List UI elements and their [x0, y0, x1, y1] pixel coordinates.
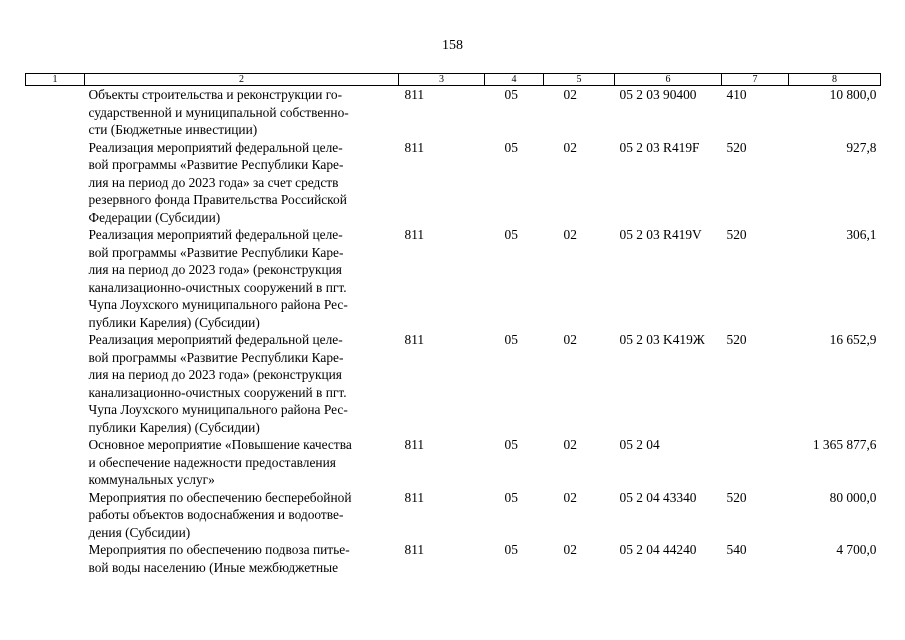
- expense-type-cell: 410: [726, 87, 747, 102]
- row-name-line: дения (Субсидии): [88, 524, 191, 540]
- subsection-cell: 02: [563, 87, 577, 102]
- row-name-line: вой программы «Развитие Республики Каре-: [88, 244, 344, 260]
- expense-type-cell: 520: [726, 227, 747, 242]
- row-name-cell: [85, 226, 399, 331]
- expense-type-cell: 520: [726, 139, 747, 155]
- code-cell: 811: [404, 437, 425, 452]
- budget-table: [25, 73, 881, 576]
- row-col1-cell: [26, 489, 85, 542]
- table-header: [26, 74, 881, 86]
- row-name-line: Основное мероприятие «Повышение качества: [88, 437, 352, 452]
- column-header-4: 4: [485, 74, 544, 86]
- target-article-cell: 05 2 04: [619, 437, 660, 452]
- section-cell: 05: [504, 489, 518, 505]
- row-col1-cell: [26, 331, 85, 436]
- row-name-line: коммунальных услуг»: [88, 472, 215, 487]
- expense-type-cell: 520: [726, 489, 747, 505]
- row-name-line: Мероприятия по обеспечению бесперебойной: [88, 489, 352, 505]
- subsection-cell: 02: [563, 139, 577, 155]
- row-name-line: Чупа Лоухского муниципального района Рес-: [88, 402, 348, 417]
- table-row: [26, 489, 881, 542]
- column-header-6: 6: [615, 74, 722, 86]
- column-header-8: 8: [789, 74, 881, 86]
- row-col1-cell: [26, 541, 85, 576]
- expense-type-cell: [722, 436, 789, 489]
- column-header-3: 3: [399, 74, 485, 86]
- table-row: [26, 436, 881, 489]
- code-cell: 811: [404, 542, 425, 557]
- amount-cell: 306,1: [846, 227, 877, 242]
- row-name-cell: [85, 436, 399, 489]
- row-name-line: публики Карелия) (Субсидии): [88, 314, 260, 330]
- row-name-line: и обеспечение надежности предоставления: [88, 454, 336, 470]
- column-header-2: 2: [85, 74, 399, 86]
- column-numbers-row: [26, 74, 881, 86]
- row-col1-cell: [26, 139, 85, 227]
- row-name-cell: [85, 541, 399, 576]
- row-name-line: лия на период до 2023 года» за счет средств: [88, 174, 339, 190]
- code-cell: 811: [404, 87, 425, 102]
- row-name-line: Мероприятия по обеспечению подвоза питье-: [88, 542, 350, 557]
- amount-cell: 1 365 877,6: [812, 437, 877, 452]
- amount-cell: 80 000,0: [829, 489, 877, 505]
- row-name-cell: [85, 331, 399, 436]
- target-article-cell: 05 2 03 K419Ж: [619, 332, 705, 347]
- row-name-cell: [85, 489, 399, 542]
- target-article-cell: 05 2 04 43340: [619, 489, 697, 505]
- page-number: 158: [442, 38, 463, 53]
- row-name-line: Федерации (Субсидии): [88, 209, 221, 225]
- table-body: [26, 86, 881, 577]
- row-name-line: Чупа Лоухского муниципального района Рес-: [88, 297, 348, 312]
- section-cell: 05: [504, 542, 518, 557]
- row-name-line: Реализация мероприятий федеральной целе-: [88, 227, 343, 242]
- amount-cell: 4 700,0: [836, 542, 877, 557]
- amount-cell: 10 800,0: [829, 87, 877, 102]
- row-col1-cell: [26, 226, 85, 331]
- code-cell: 811: [404, 489, 425, 505]
- row-name-cell: [85, 139, 399, 227]
- row-name-line: канализационно-очистных сооружений в пгт.: [88, 279, 347, 295]
- row-col1-cell: [26, 86, 85, 139]
- row-name-line: канализационно-очистных сооружений в пгт.: [88, 384, 347, 400]
- row-name-line: резервного фонда Правительства Российской: [88, 192, 347, 207]
- row-name-line: Объекты строительства и реконструкции го-: [88, 87, 343, 102]
- amount-cell: 927,8: [846, 139, 877, 155]
- row-name-line: сти (Бюджетные инвестиции): [88, 122, 258, 137]
- subsection-cell: 02: [563, 489, 577, 505]
- row-name-line: лия на период до 2023 года» (реконструкция: [88, 262, 342, 277]
- subsection-cell: 02: [563, 437, 577, 452]
- column-header-5: 5: [544, 74, 615, 86]
- expense-type-cell: 540: [726, 542, 747, 557]
- column-header-1: 1: [26, 74, 85, 86]
- table-row: [26, 331, 881, 436]
- section-cell: 05: [504, 332, 518, 347]
- target-article-cell: 05 2 04 44240: [619, 542, 697, 557]
- row-name-line: работы объектов водоснабжения и водоотве-: [88, 507, 344, 522]
- section-cell: 05: [504, 227, 518, 242]
- subsection-cell: 02: [563, 227, 577, 242]
- code-cell: 811: [404, 139, 425, 155]
- section-cell: 05: [504, 87, 518, 102]
- subsection-cell: 02: [563, 542, 577, 557]
- target-article-cell: 05 2 03 R419F: [619, 139, 700, 155]
- code-cell: 811: [404, 227, 425, 242]
- section-cell: 05: [504, 437, 518, 452]
- table-row: [26, 86, 881, 139]
- code-cell: 811: [404, 332, 425, 347]
- target-article-cell: 05 2 03 90400: [619, 87, 697, 102]
- row-name-line: публики Карелия) (Субсидии): [88, 419, 260, 435]
- row-name-line: вой программы «Развитие Республики Каре-: [88, 157, 344, 172]
- row-name-line: вой программы «Развитие Республики Каре-: [88, 349, 344, 365]
- table-row: [26, 139, 881, 227]
- row-col1-cell: [26, 436, 85, 489]
- row-name-cell: [85, 86, 399, 139]
- row-name-line: вой воды населению (Иные межбюджетные: [88, 559, 339, 575]
- table-row: [26, 226, 881, 331]
- amount-cell: 16 652,9: [829, 332, 877, 347]
- row-name-line: сударственной и муниципальной собственно-: [88, 104, 349, 120]
- table-row: [26, 541, 881, 576]
- column-header-7: 7: [722, 74, 789, 86]
- expense-type-cell: 520: [726, 332, 747, 347]
- section-cell: 05: [504, 139, 518, 155]
- target-article-cell: 05 2 03 R419V: [619, 227, 702, 242]
- subsection-cell: 02: [563, 332, 577, 347]
- row-name-line: Реализация мероприятий федеральной целе-: [88, 139, 343, 155]
- row-name-line: лия на период до 2023 года» (реконструкция: [88, 367, 342, 382]
- row-name-line: Реализация мероприятий федеральной целе-: [88, 332, 343, 347]
